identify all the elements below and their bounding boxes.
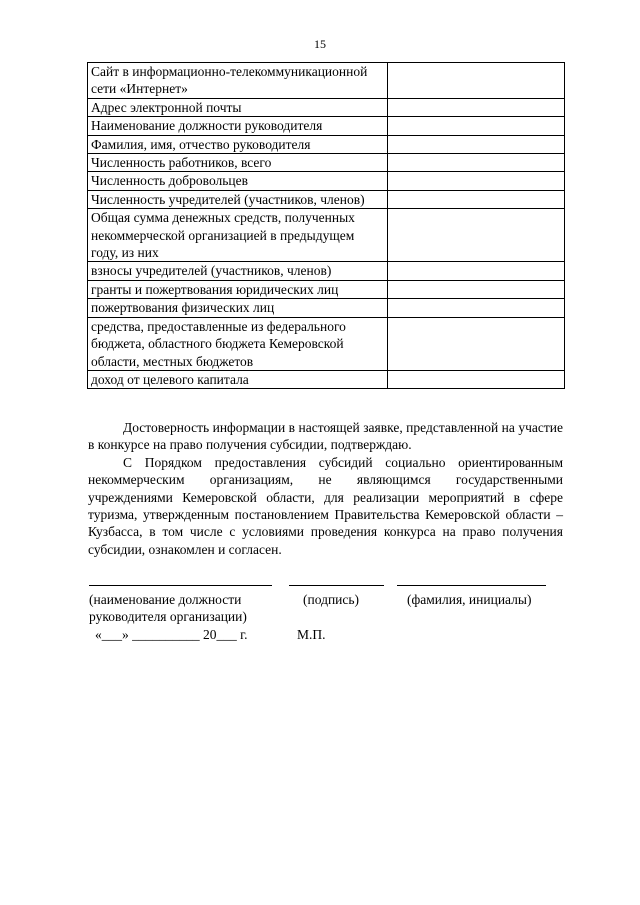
row-value-cell[interactable] [388, 299, 565, 317]
row-value-cell[interactable] [388, 262, 565, 280]
row-label: Численность учредителей (участников, членов) [88, 190, 388, 208]
row-value-cell[interactable] [388, 209, 565, 262]
row-label: Численность работников, всего [88, 154, 388, 172]
table-row [88, 135, 565, 153]
row-value-cell[interactable] [388, 370, 565, 388]
date-line: «___» __________ 20___ г. [95, 627, 248, 642]
row-label: Фамилия, имя, отчество руководителя [88, 135, 388, 153]
row-label: Наименование должности руководителя [88, 117, 388, 135]
position-caption-line1: (наименование должности [89, 592, 242, 607]
agreement-paragraph: С Порядком предоставления субсидий социально ориентированным некоммерческим организациям, не являющимся государственными учреждениями Кемеровской области, для реализации мероприятий в сфере туризма, утвержденным постановлением Правительства Кемеровской области – Кузбасса, в том числе с условиями проведения конкурса на право получения субсидии, ознакомлен и согласен. [88, 454, 563, 557]
table-row [88, 299, 565, 317]
row-value-cell[interactable] [388, 190, 565, 208]
row-label: пожертвования физических лиц [88, 299, 388, 317]
table-row [88, 172, 565, 190]
position-signature-line [89, 585, 272, 586]
organization-info-table [87, 62, 565, 389]
signature-caption: (подпись) [303, 592, 360, 607]
row-value-cell[interactable] [388, 98, 565, 116]
name-signature-line [397, 585, 546, 586]
signature-line [289, 585, 384, 586]
row-label: взносы учредителей (участников, членов) [88, 262, 388, 280]
table-row [88, 98, 565, 116]
row-label: доход от целевого капитала [88, 370, 388, 388]
position-caption-line2: руководителя организации) [89, 609, 247, 624]
page-number: 15 [314, 37, 326, 51]
confirmation-paragraph: Достоверность информации в настоящей заявке, представленной на участие в конкурсе на право получения субсидии, подтверждаю. [88, 420, 563, 453]
row-value-cell[interactable] [388, 317, 565, 370]
table-row [88, 280, 565, 298]
table-row [88, 117, 565, 135]
row-label: Общая сумма денежных средств, полученных некоммерческой организацией в предыдущем году, из них [88, 209, 388, 262]
row-label: средства, предоставленные из федерального бюджета, областного бюджета Кемеровской области, местных бюджетов [88, 317, 388, 370]
table-row [88, 190, 565, 208]
row-value-cell[interactable] [388, 154, 565, 172]
row-label: Сайт в информационно-телекоммуникационной сети «Интернет» [88, 63, 388, 99]
row-value-cell[interactable] [388, 63, 565, 99]
table-row [88, 63, 565, 99]
table-row [88, 209, 565, 262]
row-value-cell[interactable] [388, 280, 565, 298]
row-value-cell[interactable] [388, 172, 565, 190]
row-value-cell[interactable] [388, 117, 565, 135]
table-row [88, 154, 565, 172]
row-label: Адрес электронной почты [88, 98, 388, 116]
row-label: Численность добровольцев [88, 172, 388, 190]
table-row [88, 262, 565, 280]
table-row [88, 370, 565, 388]
row-label: гранты и пожертвования юридических лиц [88, 280, 388, 298]
row-value-cell[interactable] [388, 135, 565, 153]
table-row [88, 317, 565, 370]
stamp-place-label: М.П. [297, 627, 326, 642]
name-caption: (фамилия, инициалы) [407, 592, 532, 607]
confirmation-text [88, 419, 563, 558]
